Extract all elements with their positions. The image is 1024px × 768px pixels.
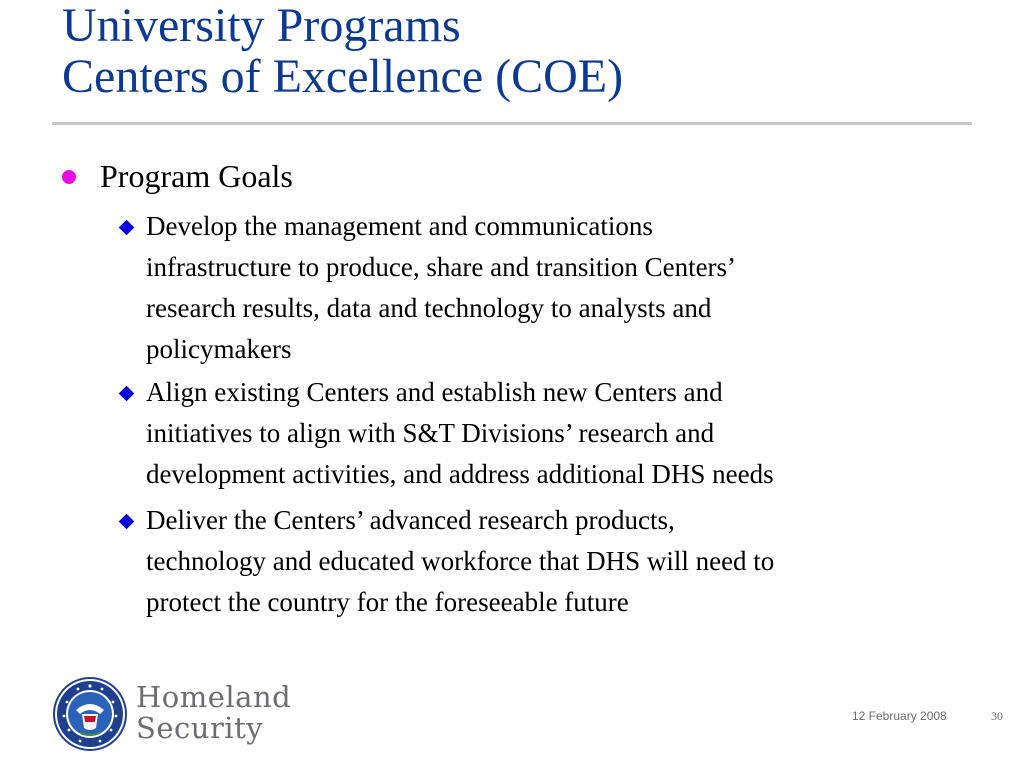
- goal-text: [146, 206, 948, 370]
- title-line-2: Centers of Excellence (COE): [62, 50, 624, 103]
- dhs-logo: [52, 676, 312, 756]
- goal-line: technology and educated workforce that DHS will need to: [146, 546, 775, 576]
- goal-item: [118, 372, 948, 495]
- section-heading: Program Goals: [100, 158, 293, 194]
- goal-line: Develop the management and communications: [146, 211, 653, 241]
- diamond-bullet-icon: [119, 220, 135, 236]
- title-line-1: University Programs: [62, 0, 461, 52]
- goal-text: [146, 500, 948, 623]
- slide-title: [62, 0, 623, 102]
- goal-text: [146, 372, 948, 495]
- page-number: 30: [991, 709, 1003, 723]
- goal-line: infrastructure to produce, share and transition Centers’: [146, 252, 737, 282]
- logo-word-homeland: Homeland: [136, 680, 292, 714]
- goal-line: research results, data and technology to analysts and: [146, 293, 712, 323]
- goal-line: Align existing Centers and establish new Centers and: [146, 377, 723, 407]
- goal-line: Deliver the Centers’ advanced research products,: [146, 505, 675, 535]
- goal-item: [118, 500, 948, 623]
- goal-line: protect the country for the foreseeable future: [146, 587, 629, 617]
- title-divider: [52, 122, 972, 125]
- goal-line: initiatives to align with S&T Divisions’ research and: [146, 418, 715, 448]
- goal-line: development activities, and address additional DHS needs: [146, 459, 774, 489]
- logo-word-security: Security: [136, 711, 264, 745]
- goal-item: [118, 206, 948, 370]
- diamond-bullet-icon: [119, 386, 135, 402]
- footer-date: 12 February 2008: [852, 709, 947, 723]
- logo-wordmark: [136, 682, 291, 744]
- diamond-bullet-icon: [119, 514, 135, 530]
- circle-bullet-icon: [62, 170, 76, 184]
- dhs-seal-icon: [52, 676, 128, 752]
- goal-line: policymakers: [146, 334, 292, 364]
